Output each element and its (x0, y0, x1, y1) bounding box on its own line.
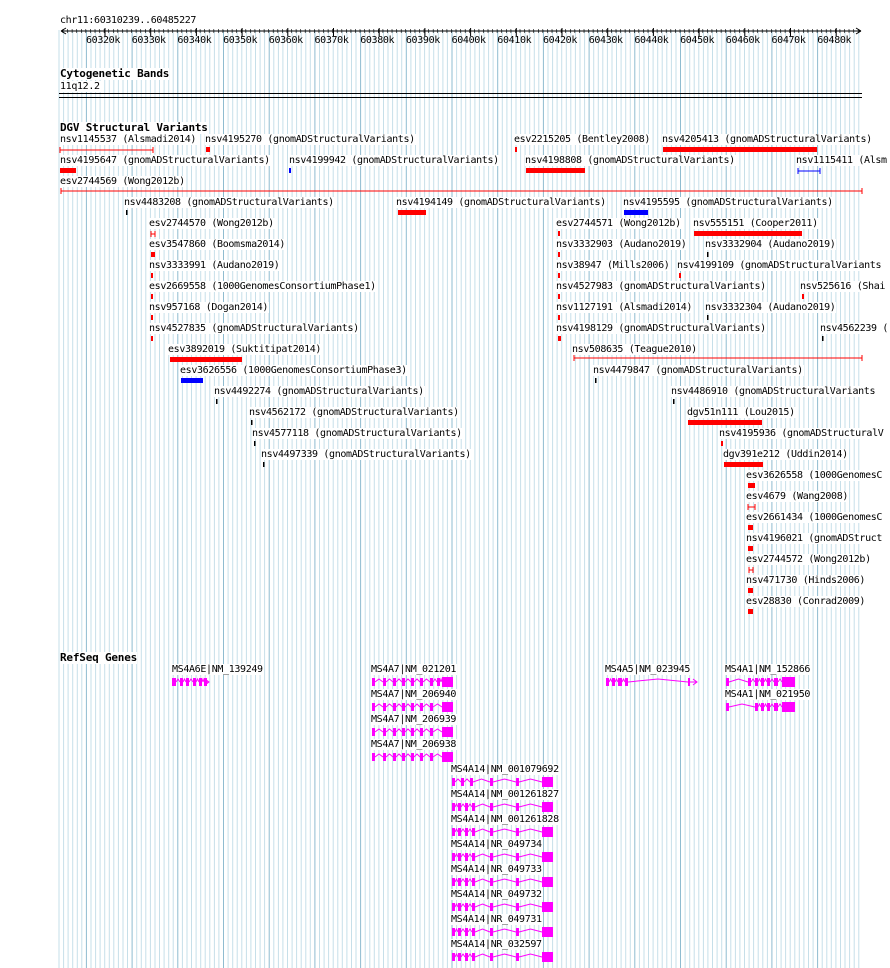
dgv-feature-label[interactable]: nsv4527835 (gnomADStructuralVariants) (149, 323, 359, 334)
ruler-tick-label: 60360k (268, 35, 303, 46)
dgv-feature-label[interactable]: esv3626558 (1000GenomesC (746, 470, 883, 481)
refseq-gene-label[interactable]: MS4A14|NR_049733 (451, 864, 542, 875)
dgv-feature-label[interactable]: esv28830 (Conrad2009) (746, 596, 866, 607)
ruler-tick-label: 60460k (725, 35, 760, 46)
dgv-feature-label[interactable]: dgv51n111 (Lou2015) (687, 407, 795, 418)
dgv-feature-label[interactable]: nsv4198808 (gnomADStructuralVariants) (525, 155, 735, 166)
dgv-feature-label[interactable]: esv3547860 (Boomsma2014) (149, 239, 286, 250)
dgv-feature-label[interactable]: nsv4479847 (gnomADStructuralVariants) (593, 365, 803, 376)
refseq-gene-glyph[interactable] (606, 678, 697, 686)
dgv-feature-label[interactable]: nsv38947 (Mills2006) (556, 260, 670, 271)
refseq-gene-label[interactable]: MS4A7|NM_021201 (371, 664, 457, 675)
refseq-gene-glyph[interactable] (452, 877, 553, 887)
dgv-feature-label[interactable]: nsv4577118 (gnomADStructuralVariants) (252, 428, 462, 439)
refseq-gene-glyph[interactable] (372, 702, 453, 712)
dgv-feature-label[interactable]: esv2669558 (1000GenomesConsortiumPhase1) (149, 281, 376, 292)
refseq-gene-glyph[interactable] (452, 827, 553, 837)
ruler-tick-label: 60330k (131, 35, 166, 46)
track-title-refseq[interactable]: RefSeq Genes (60, 651, 138, 664)
ruler-tick-label: 60400k (451, 35, 486, 46)
dgv-feature-label[interactable]: nsv4497339 (gnomADStructuralVariants) (261, 449, 471, 460)
refseq-gene-label[interactable]: MS4A1|NM_152866 (725, 664, 811, 675)
refseq-gene-glyph[interactable] (726, 702, 795, 712)
dgv-feature-label[interactable]: nsv508635 (Teague2010) (572, 344, 697, 355)
dgv-feature-label[interactable]: esv3626556 (1000GenomesConsortiumPhase3) (180, 365, 407, 376)
ruler-tick-label: 60340k (177, 35, 212, 46)
dgv-feature-label[interactable]: nsv957168 (Dogan2014) (149, 302, 269, 313)
refseq-gene-label[interactable]: MS4A14|NR_049731 (451, 914, 542, 925)
refseq-gene-glyph[interactable] (452, 852, 553, 862)
refseq-gene-glyph[interactable] (452, 777, 553, 787)
dgv-feature-label[interactable]: nsv3332904 (Audano2019) (705, 239, 836, 250)
dgv-feature-label[interactable]: nsv4486910 (gnomADStructuralVariants (671, 386, 876, 397)
ruler-tick-label: 60420k (543, 35, 578, 46)
dgv-feature-label[interactable]: nsv4205413 (gnomADStructuralVariants) (662, 134, 872, 145)
ruler-tick-label: 60370k (314, 35, 349, 46)
dgv-feature-label[interactable]: esv2661434 (1000GenomesC (746, 512, 883, 523)
refseq-gene-label[interactable]: MS4A1|NM_021950 (725, 689, 811, 700)
refseq-gene-glyph[interactable] (452, 952, 553, 962)
refseq-gene-label[interactable]: MS4A14|NR_032597 (451, 939, 542, 950)
ruler-tick-label: 60410k (497, 35, 532, 46)
refseq-gene-glyph[interactable] (172, 678, 209, 686)
ruler-tick-label: 60470k (771, 35, 806, 46)
refseq-gene-label[interactable]: MS4A14|NR_049734 (451, 839, 542, 850)
ruler-tick-label: 60350k (223, 35, 258, 46)
ruler-tick-label: 60440k (634, 35, 669, 46)
refseq-gene-label[interactable]: MS4A14|NR_049732 (451, 889, 542, 900)
cytoband-label[interactable]: 11q12.2 (60, 81, 100, 92)
refseq-gene-label[interactable]: MS4A7|NM_206940 (371, 689, 457, 700)
refseq-gene-label[interactable]: MS4A14|NM_001261828 (451, 814, 559, 825)
refseq-gene-glyph[interactable] (372, 727, 453, 737)
ruler-tick-label: 60390k (405, 35, 440, 46)
ruler-tick-label: 60320k (86, 35, 121, 46)
refseq-gene-label[interactable]: MS4A14|NM_001261827 (451, 789, 559, 800)
refseq-gene-glyph[interactable] (452, 802, 553, 812)
dgv-feature-label[interactable]: nsv555151 (Cooper2011) (693, 218, 818, 229)
dgv-feature-label[interactable]: nsv4562239 ( (820, 323, 889, 334)
dgv-feature-label[interactable]: esv3892019 (Suktitipat2014) (168, 344, 322, 355)
dgv-feature-label[interactable]: nsv4199109 (gnomADStructuralVariants (677, 260, 882, 271)
dgv-feature-label[interactable]: dgv391e212 (Uddin2014) (723, 449, 848, 460)
dgv-feature-label[interactable]: esv2744570 (Wong2012b) (149, 218, 274, 229)
refseq-gene-glyph[interactable] (372, 677, 453, 687)
dgv-feature-label[interactable]: nsv4195647 (gnomADStructuralVariants) (60, 155, 270, 166)
dgv-feature-label[interactable]: nsv4483208 (gnomADStructuralVariants) (124, 197, 334, 208)
dgv-feature-label[interactable]: nsv471730 (Hinds2006) (746, 575, 866, 586)
dgv-feature-label[interactable]: nsv1145537 (Alsmadi2014) (60, 134, 197, 145)
track-title-cytogenetic-bands[interactable]: Cytogenetic Bands (60, 67, 170, 80)
dgv-feature-label[interactable]: nsv525616 (Shai (800, 281, 886, 292)
refseq-gene-glyph[interactable] (452, 902, 553, 912)
dgv-feature-label[interactable]: nsv4527983 (gnomADStructuralVariants) (556, 281, 766, 292)
dgv-feature-label[interactable]: nsv4199942 (gnomADStructuralVariants) (289, 155, 499, 166)
track-title-dgv[interactable]: DGV Structural Variants (60, 121, 208, 134)
dgv-feature-label[interactable]: nsv4196021 (gnomADStruct (746, 533, 883, 544)
dgv-feature-label[interactable]: nsv3333991 (Audano2019) (149, 260, 280, 271)
dgv-feature-label[interactable]: nsv3332304 (Audano2019) (705, 302, 836, 313)
dgv-feature-label[interactable]: nsv4198129 (gnomADStructuralVariants) (556, 323, 766, 334)
refseq-gene-glyph[interactable] (726, 677, 795, 687)
dgv-feature-label[interactable]: esv2215205 (Bentley2008) (514, 134, 651, 145)
dgv-feature-label[interactable]: nsv3332903 (Audano2019) (556, 239, 687, 250)
refseq-gene-label[interactable]: MS4A7|NM_206939 (371, 714, 457, 725)
ruler-tick-label: 60380k (360, 35, 395, 46)
dgv-feature-label[interactable]: esv2744569 (Wong2012b) (60, 176, 185, 187)
dgv-feature-label[interactable]: nsv4492274 (gnomADStructuralVariants) (214, 386, 424, 397)
refseq-gene-label[interactable]: MS4A6E|NM_139249 (172, 664, 263, 675)
refseq-gene-glyph[interactable] (452, 927, 553, 937)
dgv-feature-label[interactable]: nsv1115411 (Alsm (796, 155, 887, 166)
refseq-gene-label[interactable]: MS4A7|NM_206938 (371, 739, 457, 750)
dgv-feature-label[interactable]: nsv4194149 (gnomADStructuralVariants) (396, 197, 606, 208)
refseq-gene-label[interactable]: MS4A14|NM_001079692 (451, 764, 559, 775)
dgv-feature-label[interactable]: nsv4195936 (gnomADStructuralV (719, 428, 884, 439)
dgv-feature-label[interactable]: nsv4195595 (gnomADStructuralVariants) (623, 197, 833, 208)
dgv-feature-label[interactable]: esv4679 (Wang2008) (746, 491, 849, 502)
refseq-gene-label[interactable]: MS4A5|NM_023945 (605, 664, 691, 675)
refseq-gene-glyph[interactable] (372, 752, 453, 762)
dgv-feature-label[interactable]: nsv1127191 (Alsmadi2014) (556, 302, 693, 313)
ruler-tick-label: 60430k (588, 35, 623, 46)
dgv-feature-label[interactable]: nsv4195270 (gnomADStructuralVariants) (205, 134, 415, 145)
ruler-tick-label: 60480k (817, 35, 852, 46)
dgv-feature-label[interactable]: nsv4562172 (gnomADStructuralVariants) (249, 407, 459, 418)
dgv-feature-label[interactable]: esv2744571 (Wong2012b) (556, 218, 681, 229)
dgv-feature-label[interactable]: esv2744572 (Wong2012b) (746, 554, 871, 565)
location-label: chr11:60310239..60485227 (60, 15, 197, 26)
ruler-tick-label: 60450k (680, 35, 715, 46)
